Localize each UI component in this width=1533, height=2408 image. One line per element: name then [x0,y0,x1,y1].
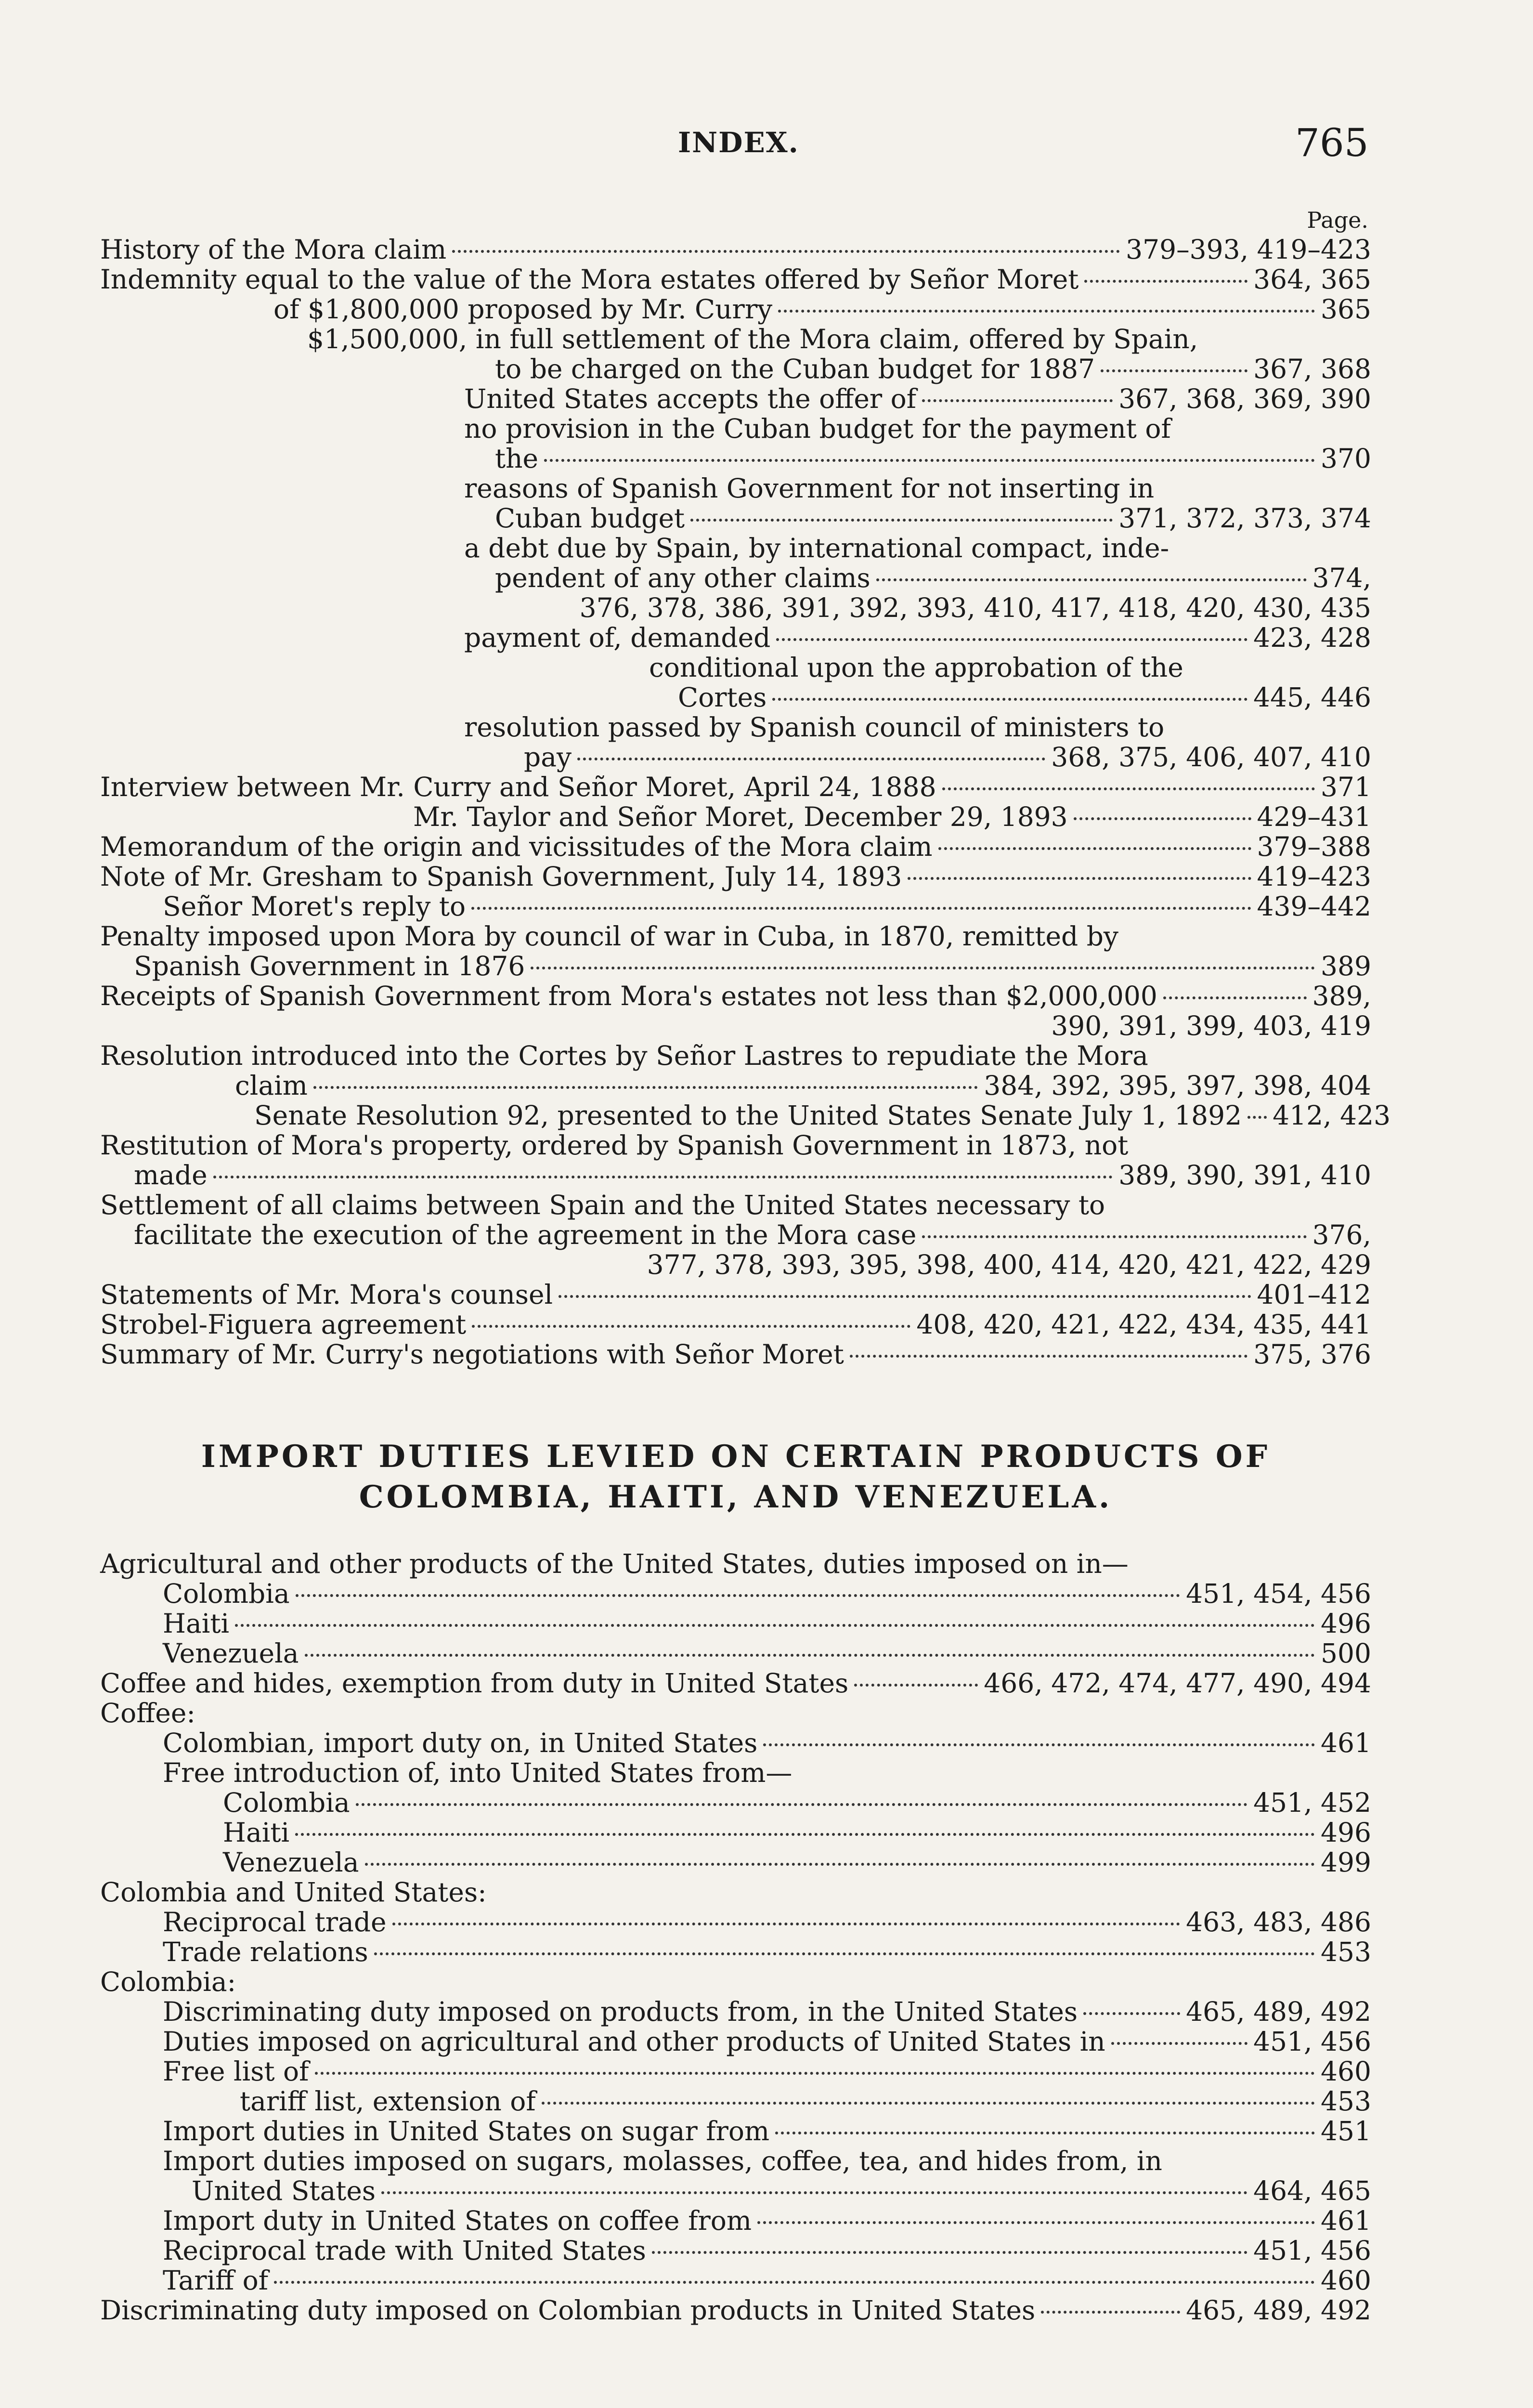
entry-text: Senate Resolution 92, presented to the United States Senate July 1, 1892 [254,1100,1242,1131]
dot-leader [1083,2012,1180,2015]
page-column-label: Page. [1307,207,1368,233]
entry-pages: 389, [1312,981,1371,1011]
entry-text: History of the Mora claim [100,234,447,265]
dot-leader [763,1743,1315,1746]
dot-leader [757,2221,1315,2224]
entry-pages: 499 [1321,1847,1371,1878]
index-entry [100,1309,1371,1339]
entry-text: Memorandum of the origin and vicissitudes of the Mora claim [100,831,933,862]
index-entry [100,1071,1371,1100]
index-entry [100,1937,1371,1967]
entry-text: Reciprocal trade [163,1907,387,1937]
section-heading [100,1437,1371,1518]
entry-pages: 364, 365 [1253,264,1371,295]
index-entry [100,384,1371,414]
index-entry [100,1339,1371,1369]
index-entry [100,1100,1391,1131]
section-heading-line2: COLOMBIA, HAITI, AND VENEZUELA. [359,1479,1113,1515]
dot-leader [452,250,1120,253]
entry-text: Agricultural and other products of the United States, duties imposed on in— [100,1548,1129,1579]
dot-leader [1041,2311,1180,2314]
dot-leader [772,698,1247,701]
entry-pages: 377, 378, 393, 395, 398, 400, 414, 420, 421, 422, 429 [647,1249,1371,1280]
entry-pages: 371, 372, 373, 374 [1118,503,1371,534]
entry-text: Strobel-Figuera agreement [100,1309,467,1340]
index-entry [100,1818,1371,1847]
entry-text: Mr. Taylor and Señor Moret, December 29, 1893 [413,801,1068,832]
entry-text: Settlement of all claims between Spain and the United States necessary to [100,1190,1105,1220]
index-entry [100,2236,1371,2265]
index-entry [100,1160,1371,1190]
index-entry [100,324,1371,354]
entry-text: to be charged on the Cuban budget for 1887 [495,353,1095,384]
entry-text: Indemnity equal to the value of the Mora estates offered by Señor Moret [100,264,1079,295]
dot-leader [778,310,1315,313]
dot-leader [876,578,1307,581]
entry-text: reasons of Spanish Government for not inserting in [464,473,1155,504]
entry-text: Resolution introduced into the Cortes by Señor Lastres to repudiate the Mora [100,1040,1148,1071]
dot-leader [1247,1116,1267,1119]
entry-text: the [495,443,539,474]
entry-text: Colombian, import duty on, in United States [163,1727,758,1758]
index-entry [100,951,1371,981]
index-entry [100,653,1371,682]
entry-text: Free introduction of, into United States from— [163,1757,792,1788]
dot-leader [854,1684,978,1687]
index-entry [100,235,1371,264]
dot-leader [850,1355,1247,1358]
entry-pages: 461 [1321,2205,1371,2236]
page-header [0,120,1533,165]
entry-text: United States [192,2175,376,2206]
dot-leader [365,1863,1315,1866]
dot-leader [908,877,1251,880]
entry-text: Discriminating duty imposed on products from, in the United States [163,1996,1078,2027]
entry-text: facilitate the execution of the agreement in the Mora case [134,1219,917,1250]
dot-leader [305,1654,1315,1657]
dot-leader [471,907,1251,910]
index-entry [100,921,1371,951]
index-entry [100,1041,1371,1071]
dot-leader [472,1325,910,1328]
entry-text: tariff list, extension of [240,2086,536,2117]
entry-pages: 412, 423 [1273,1100,1391,1131]
index-entry [100,1758,1371,1788]
index-entry [100,264,1371,294]
index-entry [100,1997,1371,2027]
index-entry [100,772,1371,802]
entry-text: Spanish Government in 1876 [134,951,525,982]
index-entry [100,563,1371,593]
entry-pages: 384, 392, 395, 397, 398, 404 [984,1070,1371,1101]
dot-leader [1074,817,1251,820]
dot-leader [577,758,1045,760]
entry-pages: 376, [1312,1219,1371,1250]
dot-leader [922,399,1113,402]
entry-text: Colombia [223,1787,350,1818]
index-entry [100,1967,1371,1997]
entry-text: Restitution of Mora's property, ordered by Spanish Government in 1873, not [100,1130,1129,1161]
dot-leader [235,1624,1315,1627]
index-entry [100,593,1371,623]
entry-text: Receipts of Spanish Government from Mora's estates not less than $2,000,000 [100,981,1157,1011]
entry-pages: 368, 375, 406, 407, 410 [1051,742,1371,772]
entry-text: Summary of Mr. Curry's negotiations with Señor Moret [100,1339,844,1370]
index-entry [100,1220,1371,1250]
index-entry [100,533,1371,563]
entry-pages: 463, 483, 486 [1186,1907,1371,1937]
index-entry [100,2176,1371,2206]
index-entry [100,1728,1371,1758]
entry-pages: 460 [1321,2265,1371,2296]
entry-text: Discriminating duty imposed on Colombian products in United States [100,2295,1036,2326]
page-number: 765 [1295,120,1369,165]
entry-pages: 460 [1321,2056,1371,2087]
dot-leader [381,2191,1247,2194]
entry-text: Haiti [163,1608,230,1639]
entry-pages: 461 [1321,1727,1371,1758]
entry-pages: 376, 378, 386, 391, 392, 393, 410, 417, 418, 420, 430, 435 [579,592,1371,623]
entry-text: no provision in the Cuban budget for the payment of [464,413,1171,444]
entry-pages: 451, 456 [1253,2026,1371,2057]
entry-pages: 374, [1312,563,1371,593]
dot-leader [315,2072,1315,2075]
index-entry [100,623,1371,653]
entry-text: Duties imposed on agricultural and other products of United States in [163,2026,1105,2057]
entry-pages: 389, 390, 391, 410 [1118,1160,1371,1191]
entry-pages: 500 [1321,1638,1371,1669]
index-entry [100,742,1371,772]
page-title: INDEX. [678,126,799,159]
entry-text: Venezuela [163,1638,299,1669]
entry-text: Colombia [163,1578,290,1609]
dot-leader [1084,280,1247,283]
entry-pages: 496 [1321,1608,1371,1639]
entry-pages: 367, 368 [1253,353,1371,384]
dot-leader [942,787,1315,790]
entry-pages: 464, 465 [1253,2175,1371,2206]
entry-pages: 465, 489, 492 [1186,1996,1371,2027]
entry-text: Note of Mr. Gresham to Spanish Government, July 14, 1893 [100,861,902,892]
entry-text: Import duties imposed on sugars, molasses, coffee, tea, and hides from, in [163,2146,1162,2176]
index-entry [100,2295,1371,2325]
entry-pages: 451 [1321,2116,1371,2146]
dot-leader [274,2281,1315,2284]
index-entry [100,2056,1371,2086]
entry-text: United States accepts the offer of [464,383,917,414]
entry-pages: 451, 452 [1253,1787,1371,1818]
entry-pages: 401–412 [1257,1279,1371,1310]
index-entry [100,1668,1371,1698]
index-entry [100,1280,1371,1309]
entry-pages: 379–393, 419–423 [1126,234,1371,265]
dot-leader [559,1295,1251,1298]
entry-text: Coffee and hides, exemption from duty in United States [100,1668,849,1699]
index-entry [100,294,1371,324]
entry-text: Tariff of [163,2265,269,2296]
dot-leader [296,1594,1180,1597]
dot-leader [213,1176,1113,1178]
index-entry [100,473,1371,503]
index-entry [100,1638,1371,1668]
dot-leader [776,638,1247,641]
entry-pages: 390, 391, 399, 403, 419 [1051,1010,1371,1041]
dot-leader [938,847,1251,850]
index-entry [100,712,1371,742]
entry-text: Reciprocal trade with United States [163,2235,646,2266]
entry-text: pendent of any other claims [495,563,870,593]
index-entry [100,354,1371,384]
entry-pages: 451, 454, 456 [1186,1578,1371,1609]
entry-text: Señor Moret's reply to [163,891,466,922]
entry-text: made [134,1160,208,1191]
index-entry [100,444,1371,473]
index-section-import-duties [100,1549,1371,2325]
entry-pages: 429–431 [1257,801,1371,832]
dot-leader [356,1803,1247,1806]
entry-text: a debt due by Spain, by international compact, inde- [464,533,1169,563]
entry-text: Colombia: [100,1966,236,1997]
index-entry [100,503,1371,533]
dot-leader [1101,369,1247,372]
entry-text: resolution passed by Spanish council of ministers to [464,712,1165,743]
dot-leader [313,1086,978,1089]
index-entry [100,2027,1371,2056]
index-entry [100,1788,1371,1818]
dot-leader [392,1923,1181,1925]
entry-text: Import duties in United States on sugar from [163,2116,770,2146]
entry-pages: 453 [1321,1937,1371,1967]
entry-text: conditional upon the approbation of the [649,652,1183,683]
entry-text: Trade relations [163,1937,368,1967]
dot-leader [1111,2042,1247,2045]
entry-pages: 419–423 [1257,861,1371,892]
entry-pages: 389 [1321,951,1371,982]
index-entry [100,1877,1371,1907]
dot-leader [531,967,1315,969]
entry-text: Venezuela [223,1847,359,1878]
entry-pages: 439–442 [1257,891,1371,922]
dot-leader [922,1235,1306,1238]
entry-pages: 465, 489, 492 [1186,2295,1371,2326]
index-section-mora [100,234,1391,1370]
index-entry [100,2146,1371,2176]
index-entry [100,1609,1371,1638]
entry-text: Coffee: [100,1698,195,1728]
index-entry [100,1130,1371,1160]
entry-pages: 451, 456 [1253,2235,1371,2266]
entry-text: of $1,800,000 proposed by Mr. Curry [273,294,773,325]
index-entry [100,2086,1371,2116]
entry-text: Free list of [163,2056,309,2087]
entry-text: Interview between Mr. Curry and Señor Moret, April 24, 1888 [100,772,936,802]
index-entry [100,981,1371,1011]
entry-pages: 375, 376 [1253,1339,1371,1370]
entry-text: $1,500,000, in full settlement of the Mora claim, offered by Spain, [307,324,1198,354]
dot-leader [295,1833,1315,1836]
entry-text: payment of, demanded [464,622,771,653]
entry-pages: 466, 472, 474, 477, 490, 494 [984,1668,1371,1699]
entry-text: pay [524,742,572,772]
index-entry [100,1011,1371,1041]
index-entry [100,1907,1371,1937]
entry-text: Statements of Mr. Mora's counsel [100,1279,553,1310]
index-entry [100,1250,1371,1280]
index-entry [100,1549,1371,1579]
entry-pages: 408, 420, 421, 422, 434, 435, 441 [916,1309,1371,1340]
index-entry [100,832,1371,862]
index-entry [100,1190,1371,1220]
dot-leader [775,2132,1315,2134]
dot-leader [374,1952,1315,1955]
dot-leader [544,459,1315,462]
entry-pages: 423, 428 [1253,622,1371,653]
index-entry [100,802,1371,832]
index-entry [100,862,1371,891]
entry-pages: 379–388 [1257,831,1371,862]
index-entry [100,1847,1371,1877]
index-entry [100,682,1371,712]
entry-text: Cuban budget [495,503,685,534]
entry-pages: 371 [1321,772,1371,802]
index-entry [100,414,1371,444]
dot-leader [652,2251,1247,2254]
entry-pages: 365 [1321,294,1371,325]
dot-leader [1163,996,1307,999]
entry-text: Import duty in United States on coffee from [163,2205,752,2236]
index-entry [100,1698,1371,1728]
dot-leader [542,2102,1315,2105]
dot-leader [690,519,1113,522]
index-entry [100,2206,1371,2236]
section-heading-line1: IMPORT DUTIES LEVIED ON CERTAIN PRODUCTS OF [201,1439,1271,1475]
entry-text: Penalty imposed upon Mora by council of war in Cuba, in 1870, remitted by [100,921,1119,952]
index-entry [100,2265,1371,2295]
entry-pages: 370 [1321,443,1371,474]
index-entry [100,2116,1371,2146]
entry-pages: 445, 446 [1253,682,1371,713]
index-entry [100,1579,1371,1609]
entry-text: Haiti [223,1817,290,1848]
entry-pages: 496 [1321,1817,1371,1848]
entry-text: Colombia and United States: [100,1877,487,1908]
entry-text: Cortes [678,682,767,713]
entry-pages: 453 [1321,2086,1371,2117]
index-entry [100,891,1371,921]
entry-pages: 367, 368, 369, 390 [1118,383,1371,414]
entry-text: claim [235,1070,308,1101]
